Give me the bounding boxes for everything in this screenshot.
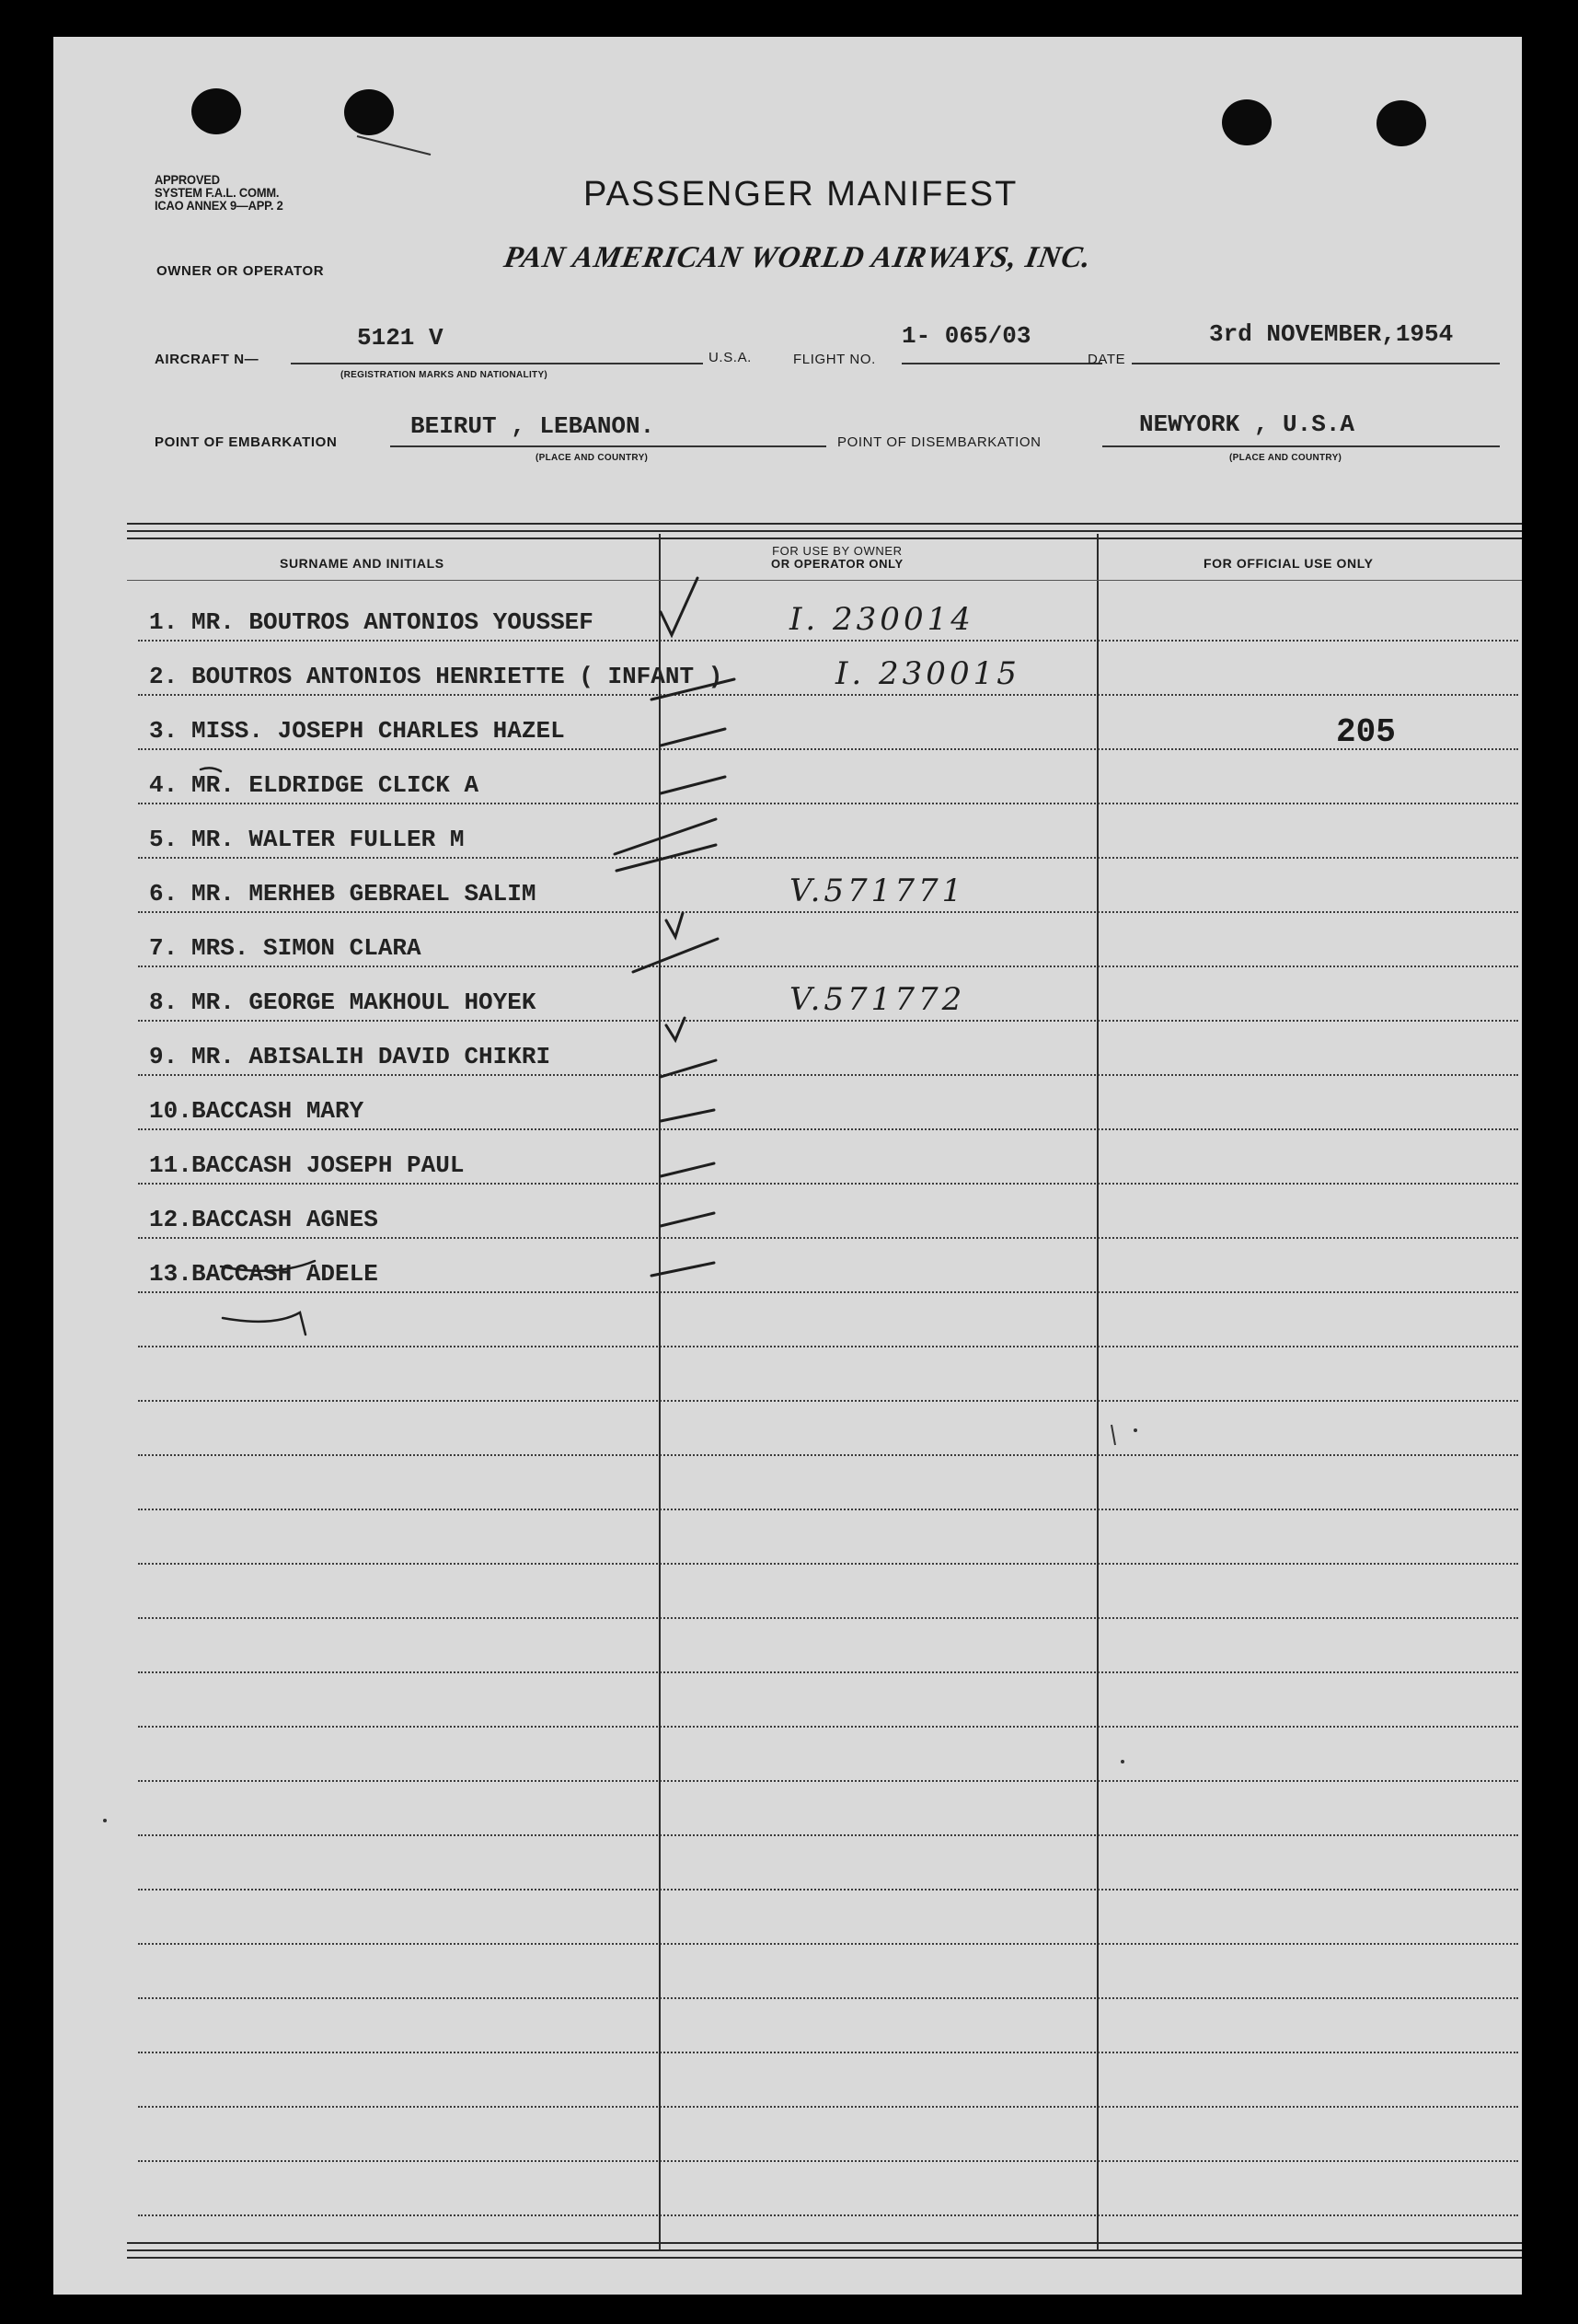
operator-note: I. 230014	[789, 601, 974, 638]
embarkation-point: BEIRUT , LEBANON.	[410, 412, 655, 440]
passenger-number: 3.	[149, 717, 179, 745]
passenger-name: BACCASH AGNES	[191, 1206, 378, 1233]
operator-note: V.571772	[789, 981, 966, 1018]
operator-note: V.571771	[789, 873, 966, 909]
column-header-official-use: FOR OFFICIAL USE ONLY	[1204, 556, 1374, 571]
disembarkation-point: NEWYORK , U.S.A	[1139, 410, 1355, 438]
operator-name: PAN AMERICAN WORLD AIRWAYS, INC.	[501, 241, 1095, 274]
passenger-name: BOUTROS ANTONIOS HENRIETTE ( INFANT )	[191, 663, 723, 690]
usa-label: U.S.A.	[708, 350, 752, 365]
passenger-number: 10.	[149, 1097, 192, 1125]
approval-line: SYSTEM F.A.L. COMM.	[155, 185, 280, 200]
page-title: PASSENGER MANIFEST	[583, 175, 1019, 214]
column-header-line: OR OPERATOR ONLY	[771, 557, 904, 571]
embarkation-caption: (PLACE AND COUNTRY)	[536, 453, 649, 463]
passenger-name: MR. GEORGE MAKHOUL HOYEK	[191, 989, 536, 1016]
approval-line: APPROVED	[155, 172, 220, 187]
flight-date: 3rd NOVEMBER,1954	[1209, 320, 1454, 348]
column-header-surname: SURNAME AND INITIALS	[280, 556, 444, 571]
official-use-entry: 205	[1336, 713, 1396, 751]
hand-check-marks	[53, 37, 1522, 2295]
passenger-name: MISS. JOSEPH CHARLES HAZEL	[191, 717, 565, 745]
passenger-number: 11.	[149, 1151, 192, 1179]
flight-number: 1- 065/03	[902, 322, 1031, 350]
passenger-name: MR. BOUTROS ANTONIOS YOUSSEF	[191, 608, 593, 636]
passenger-number: 8.	[149, 989, 179, 1016]
passenger-number: 2.	[149, 663, 179, 690]
aircraft-registration: 5121 V	[357, 324, 443, 352]
manifest-sheet	[53, 37, 1522, 2295]
passenger-number: 6.	[149, 880, 179, 908]
passenger-name: BACCASH MARY	[191, 1097, 364, 1125]
disembarkation-label: POINT OF DISEMBARKATION	[837, 434, 1042, 450]
column-header-line: FOR USE BY OWNER	[772, 544, 903, 558]
passenger-name: MR. ABISALIH DAVID CHIKRI	[191, 1043, 551, 1070]
passenger-name: MR. ELDRIDGE CLICK A	[191, 771, 479, 799]
approval-line: ICAO ANNEX 9—APP. 2	[155, 198, 283, 213]
passenger-number: 7.	[149, 934, 179, 962]
passenger-number: 9.	[149, 1043, 179, 1070]
flight-number-label: FLIGHT NO.	[793, 352, 876, 367]
passenger-number: 1.	[149, 608, 179, 636]
passenger-name: MRS. SIMON CLARA	[191, 934, 421, 962]
passenger-number: 4.	[149, 771, 179, 799]
disembarkation-caption: (PLACE AND COUNTRY)	[1229, 453, 1342, 463]
passenger-number: 12.	[149, 1206, 192, 1233]
passenger-name: BACCASH ADELE	[191, 1260, 378, 1288]
date-label: DATE	[1088, 352, 1126, 367]
passenger-name: MR. MERHEB GEBRAEL SALIM	[191, 880, 536, 908]
passenger-number: 5.	[149, 826, 179, 853]
owner-label: OWNER OR OPERATOR	[156, 263, 325, 279]
embarkation-label: POINT OF EMBARKATION	[155, 434, 338, 450]
operator-note: I. 230015	[835, 655, 1020, 692]
passenger-name: MR. WALTER FULLER M	[191, 826, 465, 853]
aircraft-label: AIRCRAFT N—	[155, 352, 259, 367]
registration-caption: (REGISTRATION MARKS AND NATIONALITY)	[340, 370, 548, 380]
passenger-name: BACCASH JOSEPH PAUL	[191, 1151, 465, 1179]
passenger-number: 13.	[149, 1260, 192, 1288]
